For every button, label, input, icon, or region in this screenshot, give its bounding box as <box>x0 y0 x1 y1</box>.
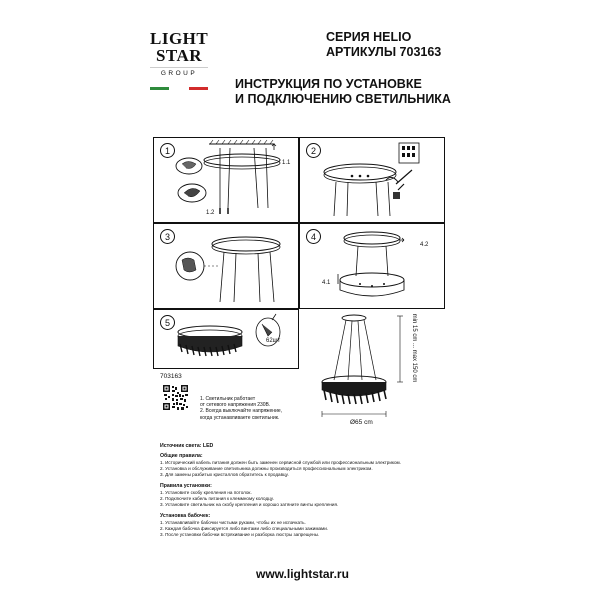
note-line-2: от сетевого напряжения 230В. <box>200 402 271 409</box>
light-source-label: Источник света: LED <box>160 443 214 449</box>
flag-white <box>169 87 188 90</box>
diameter-label: Ø65 cm <box>350 419 373 426</box>
brand-logo <box>150 30 208 78</box>
step-4-panel <box>299 223 445 309</box>
product-dimension-drawing <box>300 310 445 432</box>
install-rule-3: 3. Установите светильник на скобу крепления и хорошо затяните винты крепления. <box>160 502 339 507</box>
note-line-3: 2. Всегда выключайте напряжение, <box>200 408 283 415</box>
rules-section <box>160 443 450 538</box>
step-2-panel <box>299 137 445 223</box>
step-1-label-1-2: 1.2 <box>206 210 215 216</box>
qr-code-icon <box>163 385 188 410</box>
butterfly-rule-1: 1. Устанавливайте бабочки чистыми руками, чтобы их не испачкать. <box>160 520 306 525</box>
step-3-illustration <box>154 224 298 308</box>
step-4-label-4-1: 4.1 <box>322 280 331 286</box>
safety-notes <box>200 396 282 421</box>
chandelier-drawing <box>300 310 445 432</box>
step-3-panel <box>153 223 299 309</box>
step-1-number: 1 <box>160 143 175 158</box>
flag-red <box>189 87 208 90</box>
note-line-4: когда устанавливаете светильник. <box>200 414 280 421</box>
logo-line2: STAR <box>155 46 203 65</box>
general-rule-1: 1. Исторический кабель питания должен быть заменен сервисной службой или профессиональным электриком. <box>160 460 401 465</box>
step-4-number: 4 <box>306 229 321 244</box>
step-4-illustration <box>300 224 444 308</box>
logo-line1: LIGHT <box>150 29 209 48</box>
install-rule-1: 1. Установите скобу крепления на потолок. <box>160 490 252 495</box>
instruction-title-line1: ИНСТРУКЦИЯ ПО УСТАНОВКЕ <box>235 77 422 91</box>
step-5-panel <box>153 309 299 369</box>
general-rules-title: Общие правила: <box>160 453 203 459</box>
instruction-title-line2: И ПОДКЛЮЧЕНИЮ СВЕТИЛЬНИКА <box>235 92 451 106</box>
butterfly-rule-3: 3. После установки бабочки встряхивание и разборка люстры запрещены. <box>160 532 320 537</box>
step-1-label-1-1: 1.1 <box>282 160 291 166</box>
general-rule-3: 3. Для замены разбитых кристаллов обратитесь к продавцу. <box>160 472 289 477</box>
general-rule-2: 2. Установка и обслуживание светильника должны производиться профессиональным электриком. <box>160 466 373 471</box>
step-1-panel <box>153 137 299 223</box>
italian-flag-stripe <box>150 87 208 90</box>
note-line-1: 1. Светильник работает <box>200 396 256 402</box>
step-2-illustration <box>300 138 444 222</box>
product-article: 703163 <box>160 373 182 380</box>
step-5-label-crystals: 62шт <box>266 338 281 344</box>
step-1-illustration <box>154 138 298 222</box>
butterfly-rules-title: Установка бабочек: <box>160 513 211 519</box>
flag-green <box>150 87 169 90</box>
install-rule-2: 2. Подключите кабель питания к клеммному колодцу. <box>160 496 274 501</box>
logo-line3: GROUP <box>160 70 198 77</box>
step-4-label-4-2: 4.2 <box>420 242 429 248</box>
step-2-number: 2 <box>306 143 321 158</box>
website-link[interactable]: www.lightstar.ru <box>256 567 349 581</box>
install-rules-title: Правила установки: <box>160 483 212 489</box>
butterfly-rule-2: 2. Каждая бабочка фиксируется либо винтами либо специальными зажимами. <box>160 526 329 531</box>
article-title: АРТИКУЛЫ 703163 <box>326 45 442 59</box>
series-title: СЕРИЯ HELIO <box>326 30 412 44</box>
step-3-number: 3 <box>160 229 175 244</box>
step-5-number: 5 <box>160 315 175 330</box>
height-range-label: min 15 cm ... max 150 cm <box>411 313 417 383</box>
